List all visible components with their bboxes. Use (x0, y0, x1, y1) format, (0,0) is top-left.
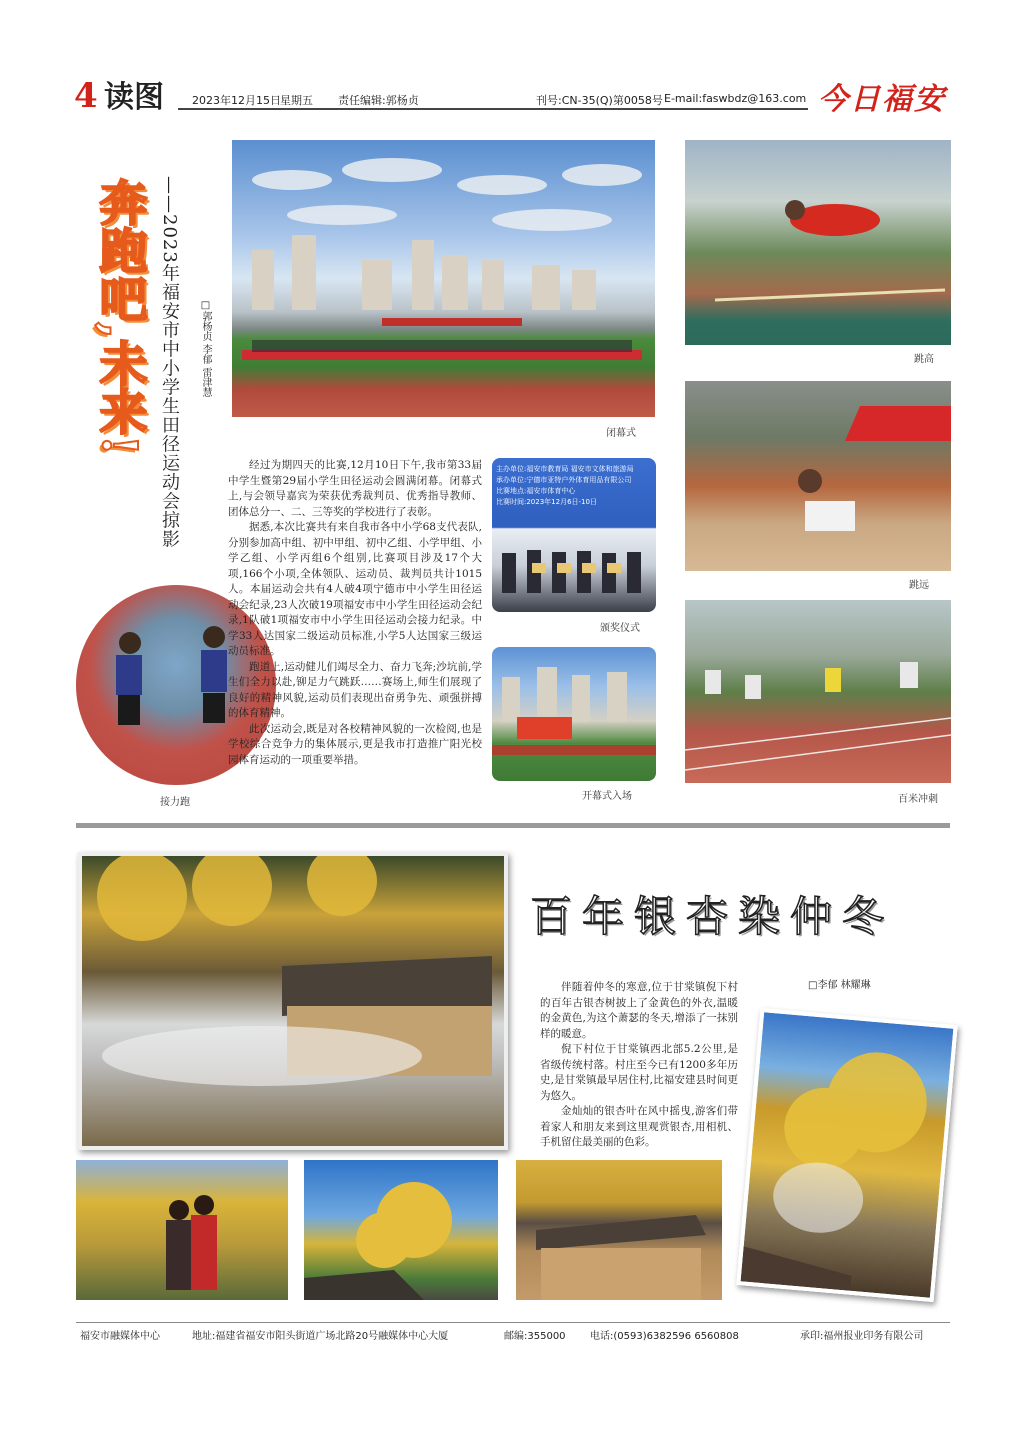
story1-authors: □郭杨贞 李郁 雷津慧 (200, 300, 211, 398)
closing-ceremony-photo[interactable] (232, 140, 655, 417)
contact-email[interactable]: E-mail:faswbdz@163.com (664, 92, 807, 105)
footer-phone: 电话:(0593)6382596 6560808 (590, 1331, 739, 1342)
ginkgo-house-photo[interactable] (516, 1160, 722, 1300)
ginkgo-house-illustration (516, 1160, 722, 1300)
story2-paragraph: 伴随着仲冬的寒意,位于甘棠镇倪下村的百年古银杏树披上了金黄色的外衣,温暖的金黄色,为这个萧瑟的冬天,增添了一抹别样的暖意。 (540, 981, 738, 1040)
ginkgo-village-photo[interactable] (78, 852, 508, 1150)
issue-date: 2023年12月15日 (192, 94, 281, 107)
header-rule (178, 108, 808, 110)
story2-title: 百年银杏染仲冬 (530, 892, 895, 941)
story1-paragraph: 跑道上,运动健儿们竭尽全力、奋力飞奔;沙坑前,学生们全力以赴,铆足力气跳跃……赛场上,师生们展现了良好的精神风貌,运动员们表现出奋勇争先、顽强拼搏的体育精神。 (228, 660, 482, 719)
caption-opening: 开幕式入场 (582, 791, 632, 802)
caption-high-jump: 跳高 (914, 354, 934, 365)
caption-relay: 接力跑 (160, 797, 190, 808)
sprint-photo[interactable] (685, 600, 951, 783)
awards-illustration (492, 458, 656, 612)
awards-ceremony-photo[interactable] (492, 458, 656, 612)
page-number: 4 (74, 76, 98, 116)
issue-number: 刊号:CN-35(Q)第0058号 (536, 94, 663, 107)
story1-paragraph: 据悉,本次比赛共有来自我市各中小学68支代表队,分别参加高中组、初中甲组、初中乙组、小学甲组、小学乙组、小学丙组6个组别,比赛项目涉及17个大项,166个小项,全体领队、运动员、裁判员共计1015人。本届运动会共有4人破4项宁德市中小学生田径运动会纪录,23人次破19项福安市中小学生田径运动会纪录,1队破1项福安市中小学生田径运动会接力纪录。中学33人达国家二级运动员标准,小学5人达国家三级运动员标准。 (228, 521, 482, 657)
long-jump-photo[interactable] (685, 381, 951, 571)
visitors-illustration (76, 1160, 288, 1300)
story2-paragraph: 金灿灿的银杏叶在风中摇曳,游客们带着家人和朋友来到这里观赏银杏,用相机、手机留住最美丽的色彩。 (540, 1105, 738, 1148)
weekday: 星期五 (280, 94, 313, 107)
long-jump-illustration (685, 381, 951, 571)
footer-printer: 承印:福州报业印务有限公司 (800, 1331, 924, 1342)
story1-subtitle: ——2023年福安市中小学生田径运动会掠影 (159, 176, 180, 549)
story1-paragraph: 经过为期四天的比赛,12月10日下午,我市第33届中学生暨第29届小学生田径运动会圆满闭幕。闭幕式上,与会领导嘉宾为荣获优秀裁判员、优秀指导教师、团体总分一、二、三等奖的学校进行了表彰。 (228, 459, 482, 518)
ginkgo-tree-illustration (741, 1012, 954, 1298)
caption-long-jump: 跳远 (909, 580, 929, 591)
opening-parade-photo[interactable] (492, 647, 656, 781)
ginkgo-sky-photo[interactable] (304, 1160, 498, 1300)
section-title: 读图 (104, 80, 164, 115)
high-jump-illustration (685, 140, 951, 345)
footer-address: 地址:福建省福安市阳头街道广场北路20号融媒体中心大厦 (192, 1331, 449, 1342)
story2-authors: □李郁 林耀琳 (808, 980, 871, 991)
caption-sprint: 百米冲刺 (898, 794, 938, 805)
awards-banner-line: 主办单位:福安市教育局 福安市文体和旅游局 (496, 465, 634, 473)
sprint-illustration (685, 600, 951, 783)
opening-illustration (492, 647, 656, 781)
story1-title: 奔跑吧,未来! (91, 178, 147, 456)
footer-org: 福安市融媒体中心 (80, 1331, 160, 1342)
caption-awards: 颁奖仪式 (600, 623, 640, 634)
section-divider (76, 823, 950, 828)
editor: 责任编辑:郭杨贞 (338, 94, 419, 107)
awards-banner-line: 比赛地点:福安市体育中心 (496, 487, 576, 495)
story2-paragraph: 倪下村位于甘棠镇西北部5.2公里,是省级传统村落。村庄至今已有1200多年历史,是甘棠镇最早居住村,比福安建县时间更为悠久。 (540, 1043, 738, 1102)
awards-banner-line: 承办单位:宁德市亚特户外体育用品有限公司 (496, 476, 632, 484)
footer-rule (76, 1322, 950, 1323)
ginkgo-tree-photo[interactable] (736, 1008, 957, 1302)
story1-article (228, 458, 482, 768)
stadium-illustration (232, 140, 655, 417)
ginkgo-visitors-photo[interactable] (76, 1160, 288, 1300)
story1-paragraph: 此次运动会,既是对各校精神风貌的一次检阅,也是学校综合竞争力的集体展示,更是我市打造推广阳光校园体育运动的一项重要举措。 (228, 722, 482, 766)
ginkgo-sky-illustration (304, 1160, 498, 1300)
footer-postcode: 邮编:355000 (504, 1331, 566, 1342)
ginkgo-village-illustration (82, 856, 504, 1146)
high-jump-photo[interactable] (685, 140, 951, 345)
caption-closing: 闭幕式 (606, 428, 636, 439)
masthead-logo: 今日福安 (818, 82, 946, 117)
story2-article (540, 980, 738, 1151)
awards-banner-line: 比赛时间:2023年12月6日-10日 (496, 498, 597, 506)
